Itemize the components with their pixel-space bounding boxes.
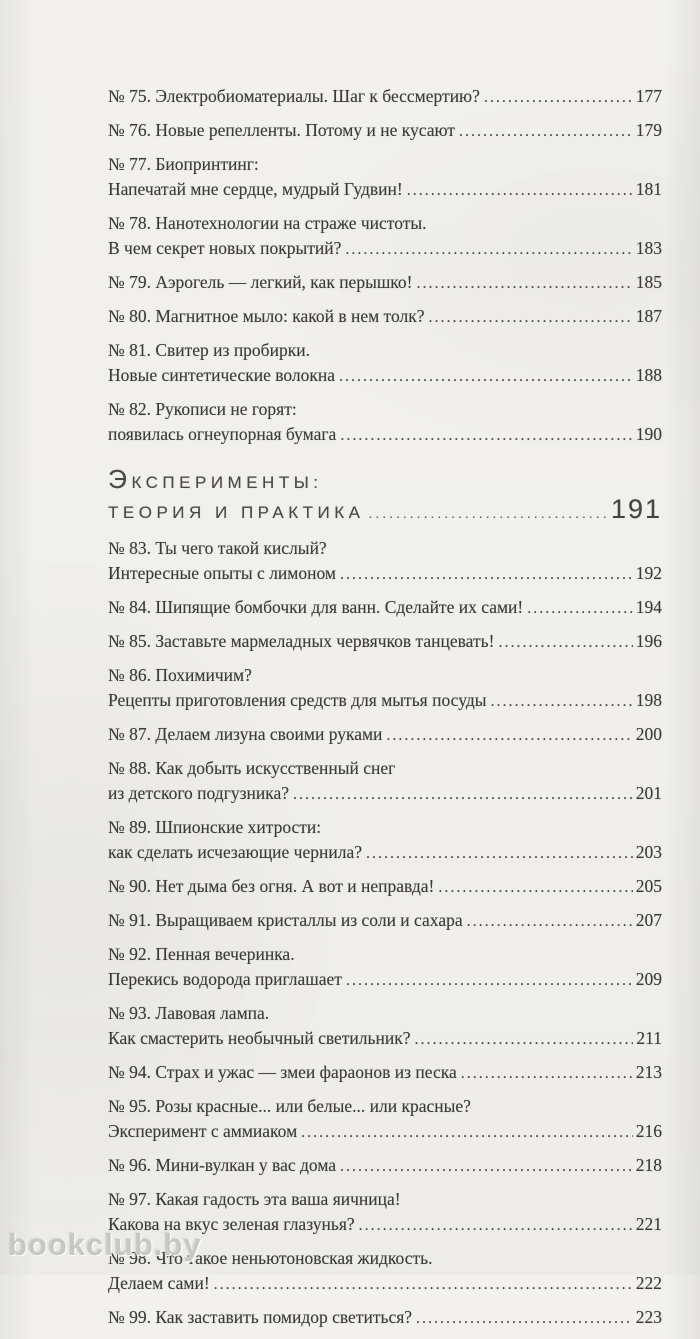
page-number: 209 — [635, 969, 662, 989]
toc-entry — [108, 1060, 662, 1086]
section-page-number: 191 — [610, 494, 662, 524]
entry-text: № 89. Шпионские хитрости: — [108, 817, 322, 837]
entry-text: Напечатай мне сердце, мудрый Гудвин! — [108, 179, 403, 199]
toc-entry — [108, 942, 662, 993]
page-number: 205 — [635, 876, 662, 896]
page-number: 223 — [635, 1307, 662, 1327]
toc-entry-line — [108, 304, 662, 330]
toc-entry — [108, 1305, 662, 1331]
toc-entry-line — [108, 1119, 662, 1145]
toc — [108, 84, 662, 1339]
toc-entry-line — [108, 663, 662, 688]
toc-entry-line — [108, 908, 662, 934]
entry-text: № 86. Похимичим? — [108, 665, 252, 685]
toc-entry-line — [108, 815, 662, 840]
entry-text: № 98. Что такое неньютоновская жидкость. — [108, 1248, 433, 1268]
toc-entry — [108, 815, 662, 866]
dot-leader — [340, 1153, 633, 1179]
toc-entry-line — [108, 270, 662, 296]
toc-entry — [108, 722, 662, 748]
entry-text: Перекись водорода приглашает — [108, 969, 342, 989]
toc-entry — [108, 663, 662, 714]
toc-entry-line — [108, 874, 662, 900]
toc-entry-line — [108, 595, 662, 621]
dot-leader — [417, 270, 633, 296]
toc-entry — [108, 211, 662, 262]
toc-entry — [108, 1153, 662, 1179]
entry-text: № 84. Шипящие бомбочки для ванн. Сделайте их сами! — [108, 597, 524, 617]
section-header-text: ТЕОРИЯ И ПРАКТИКА — [108, 503, 365, 522]
entry-text: Эксперимент с аммиаком — [108, 1121, 298, 1141]
toc-entry — [108, 270, 662, 296]
dot-leader — [491, 688, 633, 714]
toc-entry-line — [108, 422, 662, 448]
dot-leader — [459, 118, 633, 144]
page-number: 198 — [635, 690, 662, 710]
toc-entry-line — [108, 781, 662, 807]
entry-text: № 87. Делаем лизуна своими руками — [108, 724, 383, 744]
page-number: 207 — [635, 910, 662, 930]
page-number: 203 — [635, 842, 662, 862]
toc-entry-line — [108, 629, 662, 655]
toc-entry-line — [108, 397, 662, 422]
entry-text: Делаем сами! — [108, 1273, 210, 1293]
toc-entry — [108, 629, 662, 655]
toc-entry-line — [108, 536, 662, 561]
entry-text: № 93. Лавовая лампа. — [108, 1003, 270, 1023]
toc-entry-line — [108, 211, 662, 236]
toc-entry — [108, 304, 662, 330]
toc-entry-line — [108, 756, 662, 781]
entry-text: появилась огнеупорная бумага — [108, 424, 337, 444]
page-number: 216 — [635, 1121, 662, 1141]
toc-entry — [108, 595, 662, 621]
dot-leader — [345, 236, 632, 262]
page-number: 185 — [635, 272, 662, 292]
entry-text: № 88. Как добыть искусственный снег — [108, 758, 396, 778]
toc-entry-line — [108, 152, 662, 177]
toc-entry-line — [108, 1305, 662, 1331]
dot-leader — [415, 1026, 634, 1052]
entry-text: № 97. Какая гадость эта ваша яичница! — [108, 1189, 401, 1209]
entry-text: № 90. Нет дыма без огня. А вот и неправда! — [108, 876, 435, 896]
dot-leader — [359, 1212, 633, 1238]
toc-entry — [108, 874, 662, 900]
dot-leader — [498, 629, 632, 655]
entry-text: из детского подгузника? — [108, 783, 290, 803]
entry-text: № 81. Свитер из пробирки. — [108, 340, 310, 360]
dot-leader — [340, 561, 633, 587]
toc-entry — [108, 397, 662, 448]
entry-text: № 85. Заставьте мармеладных червячков танцевать! — [108, 631, 495, 651]
dot-leader — [407, 177, 633, 203]
section-header-line — [108, 496, 662, 526]
toc-entry-line — [108, 177, 662, 203]
dot-leader — [293, 781, 633, 807]
page-number: 201 — [635, 783, 662, 803]
section-header-text: ЭКСПЕРИМЕНТЫ: — [108, 464, 323, 494]
dot-leader — [346, 967, 633, 993]
toc-entry-line — [108, 688, 662, 714]
toc-entry-line — [108, 1001, 662, 1026]
dot-leader — [301, 1119, 633, 1145]
entry-text: № 80. Магнитное мыло: какой в нем толк? — [108, 306, 425, 326]
entry-text: № 75. Электробиоматериалы. Шаг к бессмертию? — [108, 86, 480, 106]
toc-entry — [108, 338, 662, 389]
page-number: 187 — [635, 306, 662, 326]
section-header-line — [108, 466, 662, 496]
toc-entry-line — [108, 1026, 662, 1052]
entry-text: № 96. Мини-вулкан у вас дома — [108, 1155, 337, 1175]
page-number: 190 — [635, 424, 662, 444]
dot-leader — [527, 595, 633, 621]
dot-leader — [461, 1060, 633, 1086]
entry-text: № 79. Аэрогель — легкий, как перышко! — [108, 272, 413, 292]
toc-entry-line — [108, 967, 662, 993]
entry-text: № 94. Страх и ужас — змеи фараонов из песка — [108, 1062, 457, 1082]
page-number: 221 — [635, 1214, 662, 1234]
dot-leader — [368, 500, 607, 526]
toc-entry — [108, 118, 662, 144]
toc-entry-line — [108, 1094, 662, 1119]
dot-leader — [386, 722, 632, 748]
toc-entry-line — [108, 942, 662, 967]
toc-entry — [108, 908, 662, 934]
entry-text: Как смастерить необычный светильник? — [108, 1028, 411, 1048]
entry-text: № 76. Новые репелленты. Потому и не кусают — [108, 120, 455, 140]
entry-text: как сделать исчезающие чернила? — [108, 842, 362, 862]
toc-entry — [108, 1001, 662, 1052]
toc-entry-line — [108, 118, 662, 144]
toc-entry-line — [108, 338, 662, 363]
dot-leader — [484, 84, 633, 110]
entry-text: Рецепты приготовления средств для мытья посуды — [108, 690, 487, 710]
page-number: 188 — [635, 365, 662, 385]
toc-entry-line — [108, 363, 662, 389]
page-number: 218 — [635, 1155, 662, 1175]
dot-leader — [339, 363, 633, 389]
toc-entry-line — [108, 1153, 662, 1179]
toc-entry — [108, 84, 662, 110]
section-header — [108, 466, 662, 526]
page-number: 211 — [636, 1028, 662, 1048]
entry-text: № 95. Розы красные... или белые... или красные? — [108, 1096, 471, 1116]
page-number: 213 — [635, 1062, 662, 1082]
page-number: 200 — [635, 724, 662, 744]
toc-entry-line — [108, 1187, 662, 1212]
dot-leader — [340, 422, 632, 448]
entry-text: Интересные опыты с лимоном — [108, 563, 336, 583]
entry-text: Какова на вкус зеленая глазунья? — [108, 1214, 355, 1234]
page-number: 192 — [635, 563, 662, 583]
entry-text: № 91. Выращиваем кристаллы из соли и сахара — [108, 910, 463, 930]
dot-leader — [366, 840, 633, 866]
entry-text: Новые синтетические волокна — [108, 365, 336, 385]
page-number: 222 — [635, 1273, 662, 1293]
page-number: 181 — [635, 179, 662, 199]
entry-text: В чем секрет новых покрытий? — [108, 238, 342, 258]
toc-entry-line — [108, 840, 662, 866]
page-number: 196 — [635, 631, 662, 651]
toc-entry — [108, 152, 662, 203]
toc-entry-line — [108, 722, 662, 748]
page-number: 183 — [635, 238, 662, 258]
toc-entry-line — [108, 1060, 662, 1086]
page-number: 194 — [635, 597, 662, 617]
page-number: 177 — [635, 86, 662, 106]
dot-leader — [429, 304, 633, 330]
dot-leader — [467, 908, 633, 934]
entry-text: № 99. Как заставить помидор светиться? — [108, 1307, 413, 1327]
toc-entry-line — [108, 561, 662, 587]
entry-text: № 92. Пенная вечеринка. — [108, 944, 295, 964]
toc-entry — [108, 1094, 662, 1145]
entry-text: № 78. Нанотехнологии на страже чистоты. — [108, 213, 427, 233]
dot-leader — [416, 1305, 633, 1331]
toc-entry — [108, 536, 662, 587]
entry-text: № 77. Биопринтинг: — [108, 154, 259, 174]
entry-text: № 82. Рукописи не горят: — [108, 399, 297, 419]
toc-entry — [108, 756, 662, 807]
watermark: bookclub.by — [8, 1227, 202, 1262]
toc-entry-line — [108, 84, 662, 110]
entry-text: № 83. Ты чего такой кислый? — [108, 538, 327, 558]
page-number: 179 — [635, 120, 662, 140]
dot-leader — [438, 874, 632, 900]
toc-entry-line — [108, 236, 662, 262]
